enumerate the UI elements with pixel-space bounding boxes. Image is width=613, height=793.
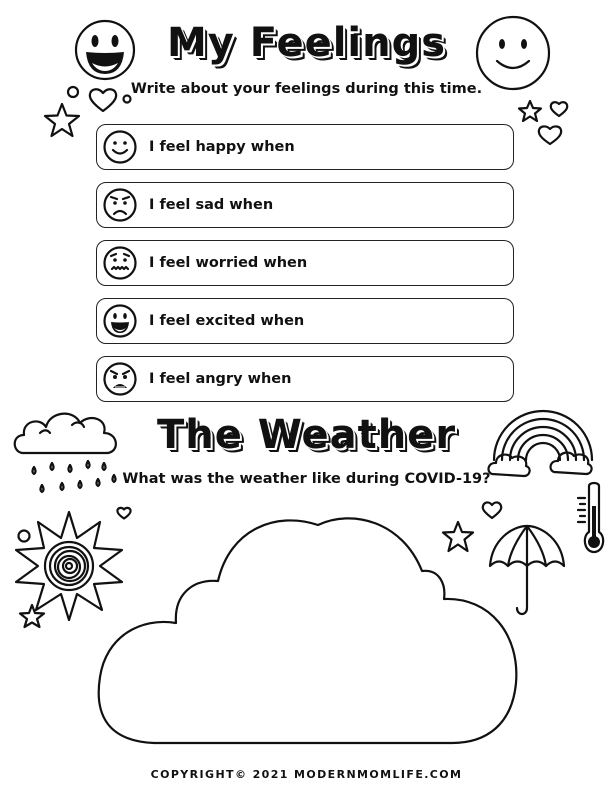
sad-face-icon xyxy=(102,187,138,223)
star-icon xyxy=(42,101,82,139)
feeling-label: I feel excited when xyxy=(149,313,305,329)
page-subtitle: Write about your feelings during this time. xyxy=(130,81,483,97)
feeling-label: I feel sad when xyxy=(149,197,274,213)
feeling-row-angry[interactable] xyxy=(96,356,514,402)
feeling-row-excited[interactable] xyxy=(96,298,514,344)
cloud-writing-area[interactable] xyxy=(94,505,522,755)
feeling-row-sad[interactable] xyxy=(96,182,514,228)
heart-icon xyxy=(549,100,569,118)
feeling-row-worried[interactable] xyxy=(96,240,514,286)
star-icon xyxy=(517,99,543,123)
excited-face-icon xyxy=(102,303,138,339)
weather-title: The Weather xyxy=(156,412,457,458)
feeling-label: I feel happy when xyxy=(149,139,295,155)
page-title: My Feelings xyxy=(166,20,447,66)
feeling-label: I feel angry when xyxy=(149,371,292,387)
copyright-notice: COPYRIGHT© 2021 MODERNMOMLIFE.COM xyxy=(150,768,463,781)
heart-icon xyxy=(537,124,563,146)
worried-face-icon xyxy=(102,245,138,281)
feeling-row-happy[interactable] xyxy=(96,124,514,170)
angry-face-icon xyxy=(102,361,138,397)
small-circle-icon xyxy=(16,528,32,544)
feeling-label: I feel worried when xyxy=(149,255,308,271)
happy-face-icon xyxy=(102,129,138,165)
thermometer-icon xyxy=(570,480,606,560)
star-icon xyxy=(18,603,46,629)
weather-prompt: What was the weather like during COVID-19? xyxy=(122,471,491,487)
